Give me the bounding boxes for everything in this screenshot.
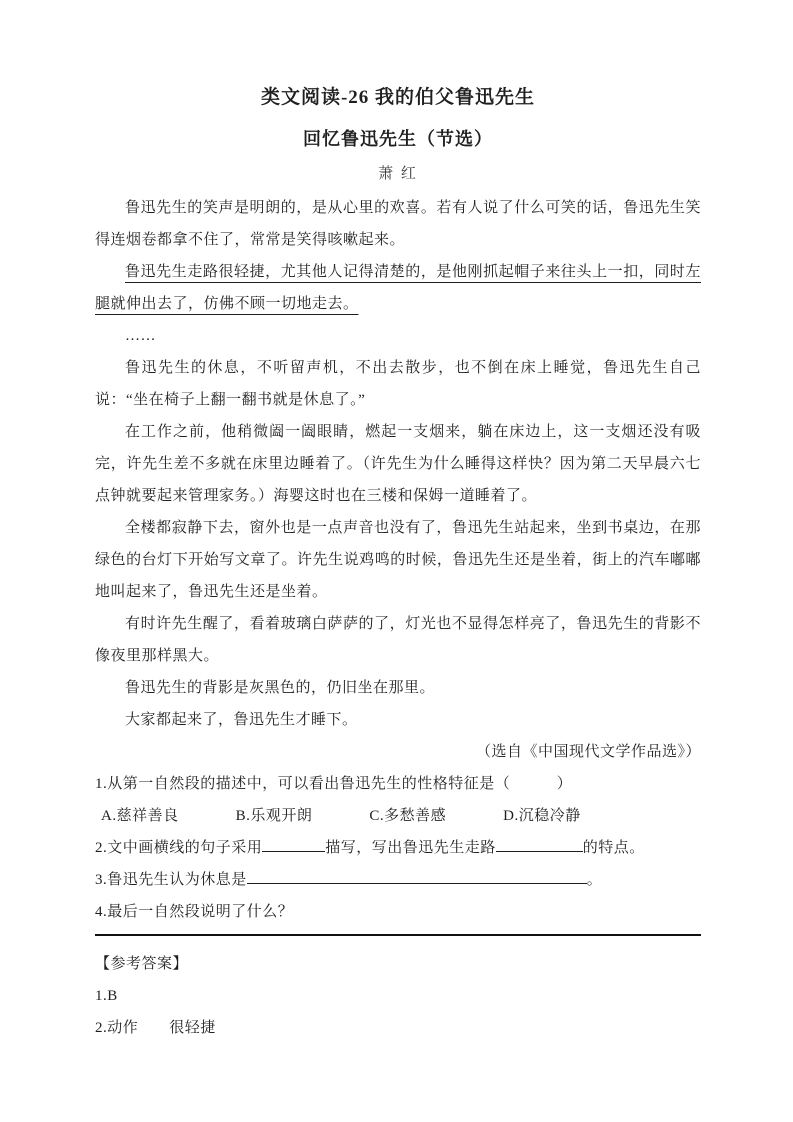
passage-source: （选自《中国现代文学作品选》） xyxy=(475,744,701,760)
reading-passage xyxy=(95,192,701,768)
document-content xyxy=(95,84,701,1044)
passage-paragraph: 鲁迅先生的笑声是明朗的，是从心里的欢喜。若有人说了什么可笑的话，鲁迅先生笑得连烟卷都拿不住了，常常是笑得咳嗽起来。 xyxy=(95,200,701,248)
author-name: 萧 红 xyxy=(378,166,418,182)
question-3-suffix: 。 xyxy=(586,872,603,888)
answer-key-section xyxy=(95,948,701,1044)
question-2 xyxy=(95,832,701,864)
option-c: C.多愁善感 xyxy=(369,808,447,824)
section-divider xyxy=(95,934,701,936)
question-4: 4.最后一自然段说明了什么？ xyxy=(95,904,294,920)
question-1: 1.从第一自然段的描述中，可以看出鲁迅先生的性格特征是（ ） xyxy=(95,776,573,792)
question-section xyxy=(95,768,701,928)
question-1-options xyxy=(95,800,701,832)
fill-in-blank xyxy=(247,869,587,884)
page-title: 类文阅读-26 我的伯父鲁迅先生 xyxy=(260,87,536,108)
option-a: A.慈祥善良 xyxy=(101,808,179,824)
question-3-prefix: 3.鲁迅先生认为休息是 xyxy=(95,872,247,888)
fill-in-blank xyxy=(262,837,325,852)
passage-paragraph-underlined: 鲁迅先生走路很轻捷，尤其他人记得清楚的，是他刚抓起帽子来往头上一扣，同时左腿就伸出去了，仿佛不顾一切地走去。 xyxy=(95,264,701,312)
passage-paragraph: 大家都起来了，鲁迅先生才睡下。 xyxy=(125,712,358,728)
fill-in-blank xyxy=(496,837,583,852)
question-2-suffix: 的特点。 xyxy=(582,840,645,856)
passage-paragraph: 有时许先生醒了，看着玻璃白萨萨的了，灯光也不显得怎样亮了，鲁迅先生的背影不像夜里那样黑大。 xyxy=(95,616,701,664)
option-d: D.沉稳冷静 xyxy=(503,808,581,824)
answer-key-header: 【参考答案】 xyxy=(95,956,189,972)
passage-paragraph: 在工作之前，他稍微阖一阖眼睛，燃起一支烟来，躺在床边上，这一支烟还没有吸完，许先生差不多就在床里边睡着了。（许先生为什么睡得这样快？因为第二天早晨六七点钟就要起来管理家务。）海婴这时也在三楼和保姆一道睡着了。 xyxy=(95,424,701,504)
question-3 xyxy=(95,864,701,896)
question-2-middle: 描写，写出鲁迅先生走路 xyxy=(325,840,496,856)
question-2-prefix: 2.文中画横线的句子采用 xyxy=(95,840,263,856)
passage-paragraph: 鲁迅先生的休息，不听留声机，不出去散步，也不倒在床上睡觉，鲁迅先生自己说：“坐在椅子上翻一翻书就是休息了。” xyxy=(95,360,701,408)
answer-item: 2.动作 很轻捷 xyxy=(95,1020,216,1036)
answer-item: 1.B xyxy=(95,988,118,1004)
option-b: B.乐观开朗 xyxy=(235,808,313,824)
passage-paragraph: 鲁迅先生的背影是灰黑色的，仍旧坐在那里。 xyxy=(125,680,436,696)
passage-title: 回忆鲁迅先生（节选） xyxy=(303,129,493,149)
passage-ellipsis: …… xyxy=(125,328,156,344)
passage-paragraph: 全楼都寂静下去，窗外也是一点声音也没有了，鲁迅先生站起来，坐到书桌边，在那绿色的台灯下开始写文章了。许先生说鸡鸣的时候，鲁迅先生还是坐着，街上的汽车嘟嘟地叫起来了，鲁迅先生还是坐着。 xyxy=(95,520,701,600)
